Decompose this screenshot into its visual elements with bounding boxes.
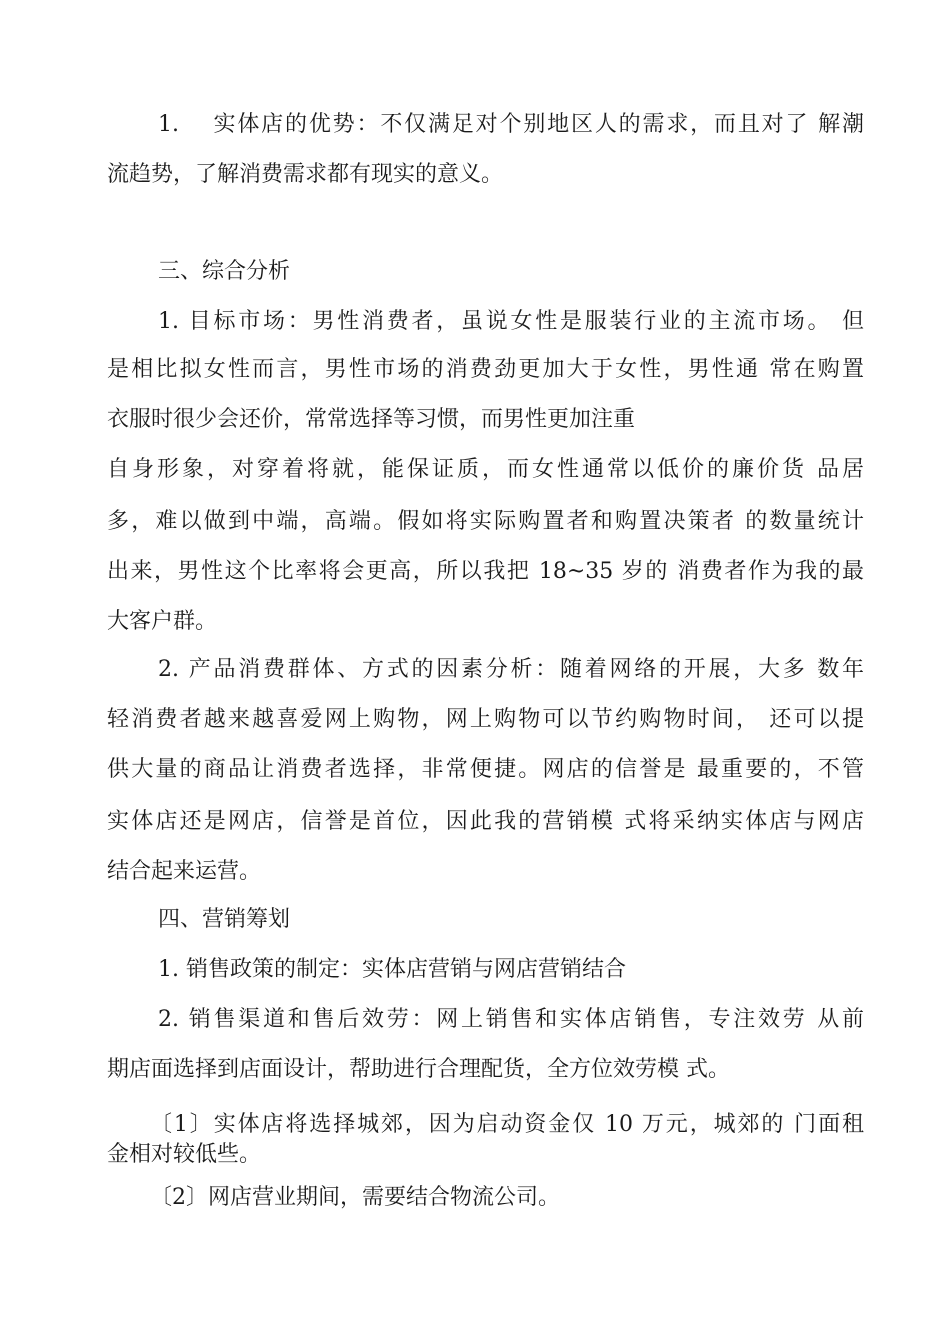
paragraph-2-line-6: 出来，男性这个比率将会更高，所以我把 18~35 岁的 消费者作为我的最 xyxy=(107,559,864,584)
paragraph-2-line-5: 多，难以做到中端，高端。假如将实际购置者和购置决策者 的数量统计 xyxy=(107,509,864,534)
paragraph-2-line-1: 1. 目标市场：男性消费者，虽说女性是服装行业的主流市场。 但 xyxy=(158,309,864,334)
paragraph-3-line-5: 结合起来运营。 xyxy=(107,859,262,884)
paragraph-1-line-1: 1. 实体店的优势：不仅满足对个别地区人的需求，而且对了 解潮 xyxy=(158,112,864,137)
heading-section-3: 三、综合分析 xyxy=(158,259,291,284)
paragraph-3-line-3: 供大量的商品让消费者选择，非常便捷。网店的信誉是 最重要的，不管 xyxy=(107,757,864,782)
paragraph-3-line-4: 实体店还是网店，信誉是首位，因此我的营销模 式将采纳实体店与网店 xyxy=(107,809,864,834)
paragraph-5-line-1: 2. 销售渠道和售后效劳：网上销售和实体店销售，专注效劳 从前 xyxy=(158,1007,864,1032)
paragraph-3-line-2: 轻消费者越来越喜爱网上购物，网上购物可以节约购物时间， 还可以提 xyxy=(107,707,864,732)
paragraph-2-line-7: 大客户群。 xyxy=(107,609,218,634)
paragraph-2-line-4: 自身形象，对穿着将就，能保证质，而女性通常以低价的廉价货 品居 xyxy=(107,457,864,482)
paragraph-5-line-2: 期店面选择到店面设计，帮助进行合理配货，全方位效劳模 式。 xyxy=(107,1057,730,1082)
paragraph-1-line-2: 流趋势，了解消费需求都有现实的意义。 xyxy=(107,162,504,187)
paragraph-3-line-1: 2. 产品消费群体、方式的因素分析：随着网络的开展，大多 数年 xyxy=(158,657,864,682)
heading-section-4: 四、营销筹划 xyxy=(158,907,291,932)
paragraph-4: 1. 销售政策的制定：实体店营销与网店营销结合 xyxy=(158,957,626,982)
paragraph-7: 〔2〕网店营业期间，需要结合物流公司。 xyxy=(150,1185,560,1210)
paragraph-6-line-1: 〔1〕实体店将选择城郊，因为启动资金仅 10 万元，城郊的 门面租 xyxy=(150,1112,864,1137)
paragraph-2-line-2: 是相比拟女性而言，男性市场的消费劲更加大于女性，男性通 常在购置 xyxy=(107,357,864,382)
paragraph-2-line-3: 衣服时很少会还价，常常选择等习惯，而男性更加注重 xyxy=(107,407,636,432)
paragraph-6-line-2: 金相对较低些。 xyxy=(107,1142,262,1167)
